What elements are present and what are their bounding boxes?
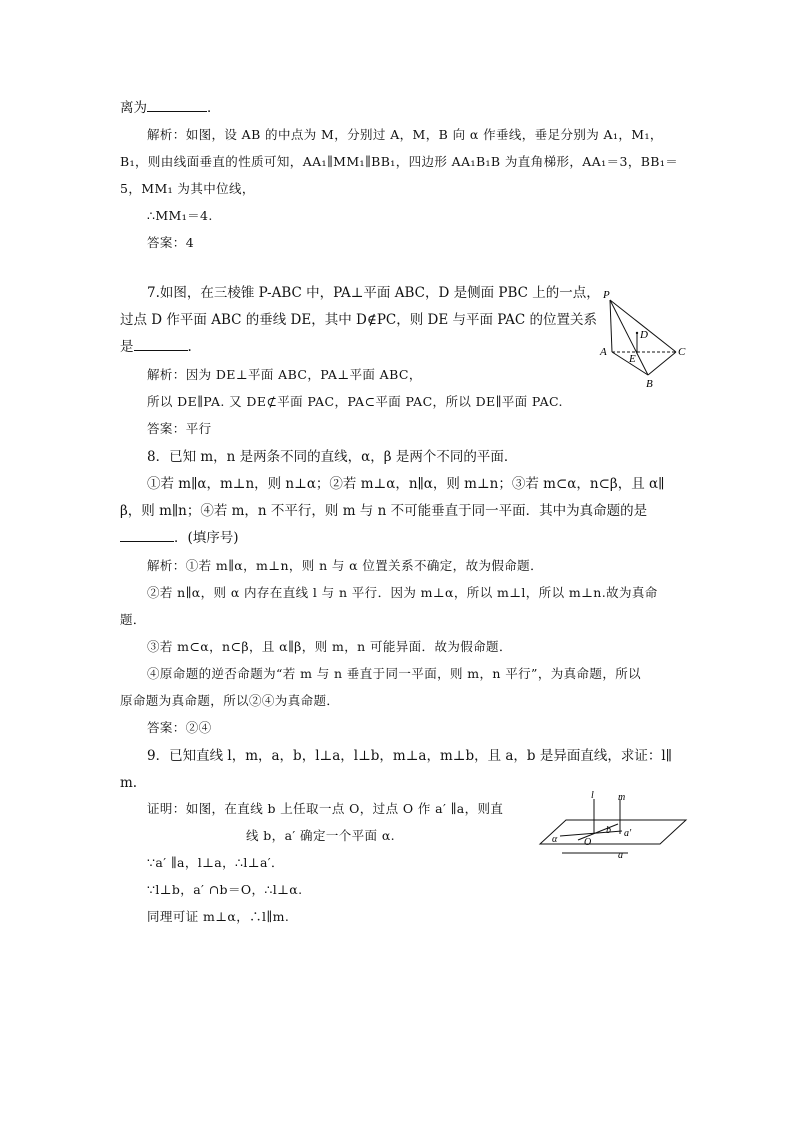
label-alpha: α [552,834,558,845]
edge-pc [610,300,676,352]
q9-stem-line: m. [120,775,138,791]
label-c: C [678,346,686,358]
q6-answer: 答案：4 [147,235,195,250]
label-b: B [646,378,653,390]
edge-bc [648,352,676,375]
answer-blank [134,350,188,351]
edge-pa [610,300,612,352]
q9-proof-line: 同理可证 m⊥α，∴l∥m. [147,909,290,924]
label-a: A [600,346,607,358]
q8-solution-line: ③若 m⊂α，n⊂β，且 α∥β，则 m，n 可能异面．故为假命题． [147,639,512,654]
q7-solution-line: 所以 DE∥PA. 又 DE⊄平面 PAC，PA⊂平面 PAC，所以 DE∥平面 PAC. [147,394,563,409]
q6-stem-tail: 离为 ． [120,100,221,116]
label-a-prime: a′ [624,828,632,839]
q7-stem-line: 是 . [120,339,192,355]
plane-lines-figure [538,790,688,862]
q8-solution-line: ④原命题的逆否命题为“若 m 与 n 垂直于同一平面，则 m，n 平行”，为真命题，所以 [147,666,642,681]
label-d: D [640,329,648,341]
q8-solution-line: 原命题为真命题，所以②④为真命题． [120,693,340,708]
q8-solution-line: ②若 n∥α，则 α 内存在直线 l 与 n 平行．因为 m⊥α，所以 m⊥l，所以 m⊥n.故为真命 [147,585,658,600]
q8-stem-line: ．(填序号) [120,529,239,547]
q8-solution-line: 题． [120,612,146,627]
q8-solution-line: 解析：①若 m∥α，m⊥n，则 n 与 α 位置关系不确定，故为假命题． [147,558,543,573]
q8-stem-line: β，则 m∥n；④若 m，n 不平行，则 m 与 n 不可能垂直于同一平面．其中为真命题的是 [120,503,648,519]
q8-stem-line: ①若 m∥α，m⊥n，则 n⊥α；②若 m⊥α，n∥α，则 m⊥n；③若 m⊂α，n⊂β，且 α∥ [147,476,665,492]
q9-proof-line: ∵a′ ∥a，l⊥a，∴l⊥a′． [147,855,284,870]
q9-stem-line: 9．已知直线 l，m，a，b，l⊥a，l⊥b，m⊥a，m⊥b，且 a，b 是异面直线，求证：l∥ [147,748,672,764]
q9-proof-line: 线 b，a′ 确定一个平面 α. [246,828,396,843]
label-e: E [629,353,636,365]
q7-stem-line: 7.如图，在三棱锥 P-ABC 中，PA⊥平面 ABC，D 是侧面 PBC 上的一点， [147,285,600,301]
q7-answer: 答案：平行 [147,421,212,436]
answer-blank [120,541,174,542]
q8-answer: 答案：②④ [147,720,212,735]
q7-solution-line: 解析：因为 DE⊥平面 ABC，PA⊥平面 ABC， [147,367,422,382]
label-b: b [606,825,611,836]
label-m: m [618,792,626,803]
q6-solution-line: B₁，则由线面垂直的性质可知，AA₁∥MM₁∥BB₁，四边形 AA₁B₁B 为直角梯形，AA₁＝3，BB₁＝ [120,154,679,169]
q6-solution-line: 解析：如图，设 AB 的中点为 M，分别过 A，M，B 向 α 作垂线，垂足分别为 A₁，M₁， [147,127,663,142]
label-p: P [603,289,610,301]
tetrahedron-figure [596,288,700,390]
label-a: a [618,850,623,861]
q9-proof-line: 证明：如图，在直线 b 上任取一点 O，过点 O 作 a′ ∥a，则直 [147,801,504,816]
q7-stem-line: 过点 D 作平面 ABC 的垂线 DE，其中 D∉PC，则 DE 与平面 PAC 的位置关系 [120,312,597,328]
label-l: l [591,790,594,801]
point-d [636,332,638,334]
q6-solution-line: 5，MM₁ 为其中位线， [120,181,255,196]
q9-proof-line: ∵l⊥b，a′ ∩b＝O，∴l⊥α. [147,882,303,897]
q6-solution-line: ∴MM₁＝4. [147,208,213,223]
q8-stem-line: 8．已知 m，n 是两条不同的直线，α，β 是两个不同的平面． [147,449,518,465]
answer-blank [147,111,207,112]
label-o: O [584,837,592,848]
